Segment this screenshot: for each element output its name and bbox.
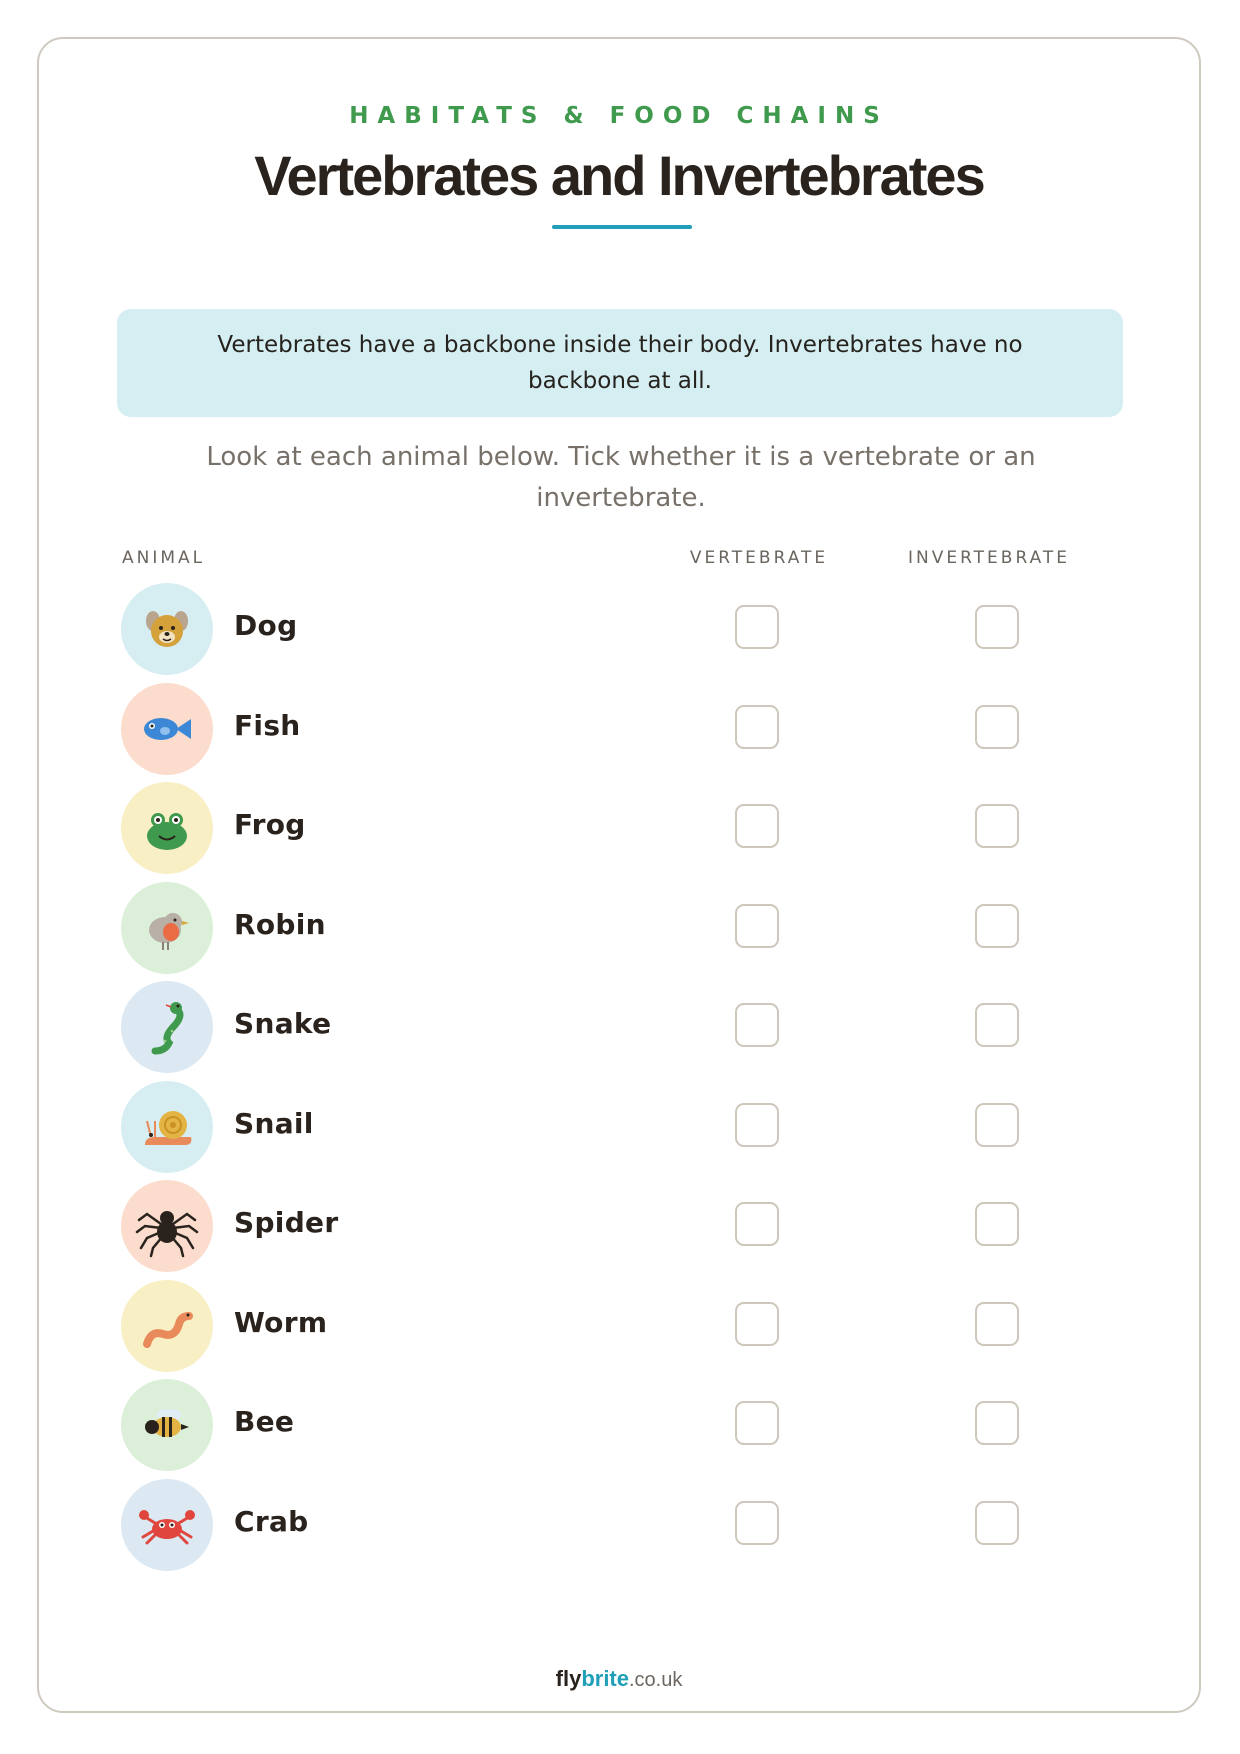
animal-name: Dog — [234, 609, 298, 642]
worm-icon — [135, 1294, 199, 1358]
column-header-invertebrate: INVERTEBRATE — [907, 548, 1071, 568]
vertebrate-checkbox-snake[interactable] — [735, 1003, 779, 1047]
vertebrate-checkbox-robin[interactable] — [735, 904, 779, 948]
invertebrate-checkbox-dog[interactable] — [975, 605, 1019, 649]
animal-name: Worm — [234, 1305, 328, 1339]
animal-name: Snail — [234, 1106, 314, 1140]
vertebrate-checkbox-spider[interactable] — [735, 1202, 779, 1246]
vertebrate-checkbox-dog[interactable] — [735, 605, 779, 649]
dog-icon — [135, 597, 199, 661]
table-row-crab — [39, 1479, 1199, 1579]
page-title: Vertebrates and Invertebrates — [254, 144, 984, 207]
table-row-fish — [39, 683, 1199, 783]
animal-name: Fish — [234, 708, 301, 742]
icon-circle — [121, 683, 213, 775]
table-row-snake — [39, 981, 1199, 1081]
snake-icon — [135, 995, 199, 1059]
icon-circle — [121, 782, 213, 874]
vertebrate-checkbox-frog[interactable] — [735, 804, 779, 848]
vertebrate-checkbox-snail[interactable] — [735, 1103, 779, 1147]
invertebrate-checkbox-fish[interactable] — [975, 705, 1019, 749]
subject-heading: HABITATS & FOOD CHAINS — [349, 103, 889, 129]
invertebrate-checkbox-crab[interactable] — [975, 1501, 1019, 1545]
animal-name: Bee — [234, 1405, 295, 1438]
table-row-bee — [39, 1379, 1199, 1479]
invertebrate-checkbox-frog[interactable] — [975, 804, 1019, 848]
vertebrate-checkbox-fish[interactable] — [735, 705, 779, 749]
animal-name: Spider — [234, 1206, 339, 1239]
robin-icon — [135, 896, 199, 960]
invertebrate-checkbox-snake[interactable] — [975, 1003, 1019, 1047]
spider-icon — [135, 1194, 199, 1258]
vertebrate-checkbox-worm[interactable] — [735, 1302, 779, 1346]
column-header-vertebrate: VERTEBRATE — [689, 548, 829, 568]
table-row-spider — [39, 1180, 1199, 1280]
table-row-frog — [39, 782, 1199, 882]
table-row-dog — [39, 583, 1199, 683]
fish-icon — [135, 697, 199, 761]
fact-text: Vertebrates have a backbone inside their body. Invertebrates have no backbone at all. — [217, 332, 1023, 394]
invertebrate-checkbox-snail[interactable] — [975, 1103, 1019, 1147]
brand-domain: .co.uk — [629, 1669, 683, 1691]
icon-circle — [121, 1379, 213, 1471]
icon-circle — [121, 1180, 213, 1272]
invertebrate-checkbox-robin[interactable] — [975, 904, 1019, 948]
snail-icon — [135, 1095, 199, 1159]
icon-circle — [121, 583, 213, 675]
fact-box — [117, 309, 1123, 417]
invertebrate-checkbox-worm[interactable] — [975, 1302, 1019, 1346]
column-header-animal: ANIMAL — [122, 548, 206, 568]
table-row-snail — [39, 1081, 1199, 1181]
frog-icon — [135, 796, 199, 860]
footer-brand — [39, 1666, 1199, 1692]
instructions: Look at each animal below. Tick whether it is a vertebrate or an invertebrate. — [206, 442, 1036, 513]
vertebrate-checkbox-crab[interactable] — [735, 1501, 779, 1545]
table-row-robin — [39, 882, 1199, 982]
icon-circle — [121, 981, 213, 1073]
invertebrate-checkbox-spider[interactable] — [975, 1202, 1019, 1246]
vertebrate-checkbox-bee[interactable] — [735, 1401, 779, 1445]
bee-icon — [135, 1393, 199, 1457]
brand-fly: fly — [555, 1666, 582, 1691]
icon-circle — [121, 1479, 213, 1571]
icon-circle — [121, 1280, 213, 1372]
invertebrate-checkbox-bee[interactable] — [975, 1401, 1019, 1445]
title-underline — [552, 225, 692, 229]
crab-icon — [135, 1493, 199, 1557]
icon-circle — [121, 1081, 213, 1173]
table-row-worm — [39, 1280, 1199, 1380]
animal-name: Snake — [234, 1007, 332, 1040]
worksheet-page — [37, 37, 1201, 1713]
animal-name: Robin — [234, 907, 326, 941]
animal-name: Crab — [234, 1504, 309, 1538]
icon-circle — [121, 882, 213, 974]
brand-brite: brite — [581, 1666, 629, 1691]
animal-name: Frog — [234, 808, 306, 841]
